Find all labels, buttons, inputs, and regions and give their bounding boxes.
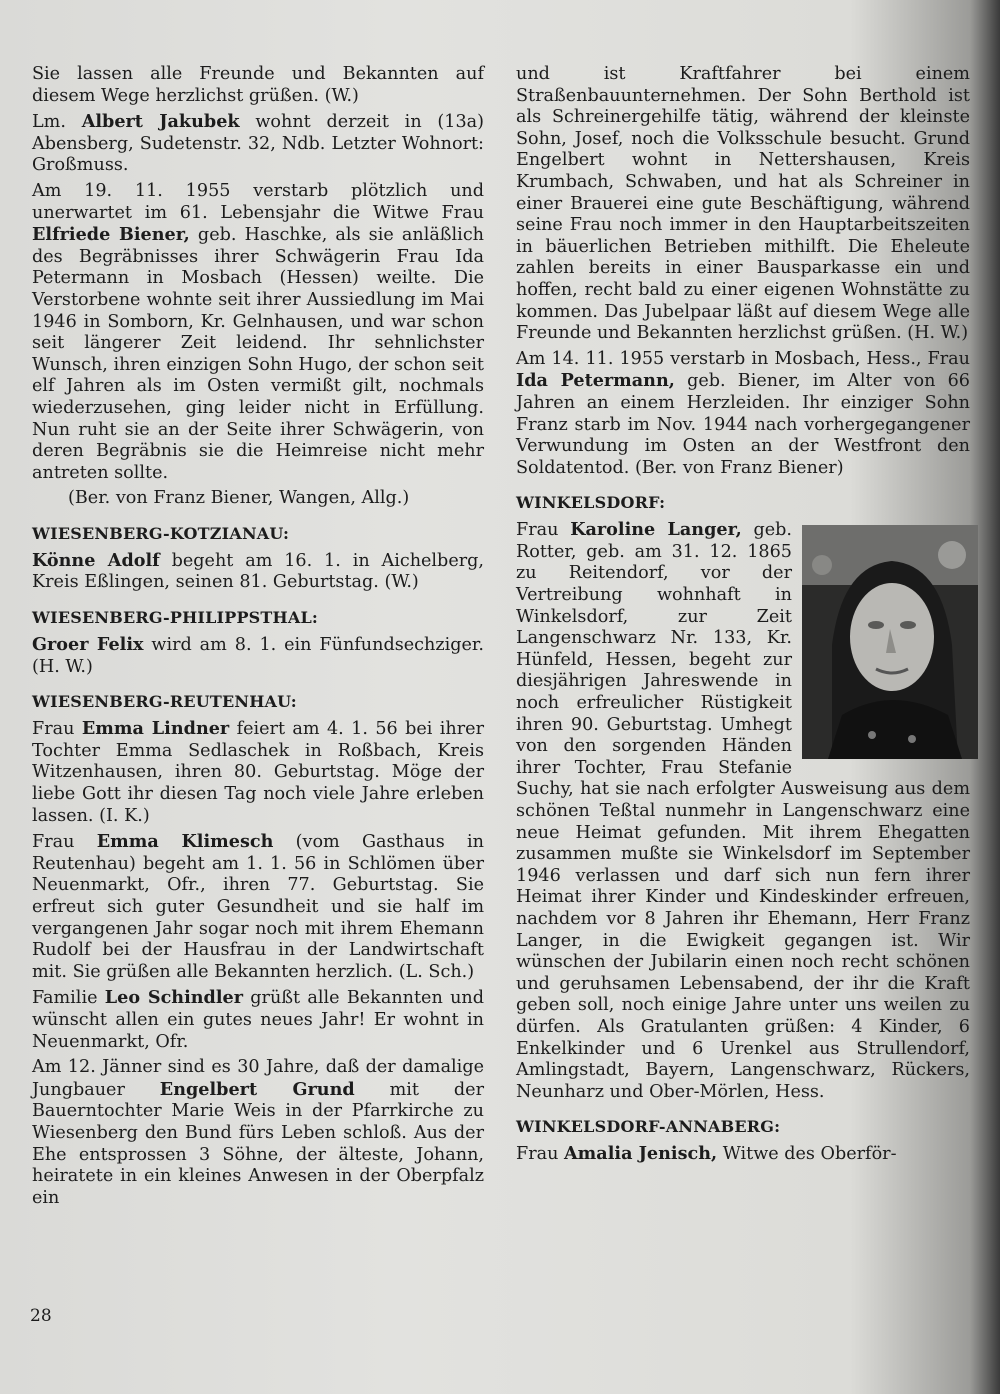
report-signature: (Ber. von Franz Biener, Wangen, Allg.) xyxy=(68,488,410,509)
section-heading: WIESENBERG-KOTZIANAU: xyxy=(32,523,290,543)
person-name: Elfriede Biener, xyxy=(32,224,190,246)
left-column xyxy=(32,64,484,1213)
person-name: Emma Lindner xyxy=(81,718,230,740)
paragraph: Frau Emma Lindner feiert am 4. 1. 56 bei ihrer Tochter Emma Sedlaschek in Roßbach, Kreis Witzenhausen, ihren 80. Geburtstag. Möge der liebe Gott ihr diesen Tag noch viele Jahre erleben lassen. (I. K.) xyxy=(32,718,484,826)
person-name: Amalia Jenisch, xyxy=(564,1143,718,1165)
person-name: Ida Petermann, xyxy=(516,370,675,392)
person-name: Könne Adolf xyxy=(32,549,160,571)
paragraph: Am 19. 11. 1955 verstarb plötzlich und unerwartet im 61. Lebensjahr die Witwe Frau Elfriede Biener, geb. Haschke, als sie anläßlich des Begräbnisses ihrer Schwägerin Frau Ida Petermann in Mosbach (Hessen) weilte. Die Verstorbene wohnte seit ihrer Aussiedlung im Mai 1946 in Somborn, Kr. Gelnhausen, und war schon seit längerer Zeit leidend. Ihr sehnlichster Wunsch, ihren einzigen Sohn Hugo, der schon seit elf Jahren als im Osten vermißt gilt, nochmals wiederzusehen, ging leider nicht in Erfüllung. Nun ruht sie an der Seite ihrer Schwägerin, von deren Begräbnis sie die Heimreise nicht mehr antreten sollte. xyxy=(32,180,484,483)
section-heading: WINKELSDORF: xyxy=(516,493,666,513)
paragraph: Groer Felix wird am 8. 1. ein Fünfundsechziger. (H. W.) xyxy=(32,634,484,677)
paragraph: und ist Kraftfahrer bei einem Straßenbauunternehmen. Der Sohn Berthold ist als Schreinergehilfe tätig, während der kleinste Sohn, Josef, noch die Volksschule besucht. Grund Engelbert wohnt in Nettershausen, Kreis Krumbach, Schwaben, und hat als Schreiner in einer Brauerei eine gute Beschäftigung, während seine Frau noch immer in den Hauptarbeitszeiten in bäuerlichen Betrieben mithilft. Die Eheleute zahlen bereits in einer Bausparkasse ein und hoffen, recht bald zu einer eigenen Wohnstätte zu kommen. Das Jubelpaar läßt auf diesem Wege alle Freunde und Bekannten herzlichst grüßen. (H. W.) xyxy=(516,64,970,344)
paragraph: Am 12. Jänner sind es 30 Jahre, daß der damalige Jungbauer Engelbert Grund mit der Bauerntochter Marie Weis in der Pfarrkirche zu Wiesenberg den Bund fürs Leben schloß. Aus der Ehe entsprossen 3 Söhne, der älteste, Johann, heiratete in ein kleines Anwesen in der Oberpfalz ein xyxy=(32,1057,484,1208)
paragraph: Frau Emma Klimesch (vom Gasthaus in Reutenhau) begeht am 1. 1. 56 in Schlömen über Neuenmarkt, Ofr., ihren 77. Geburtstag. Sie erfreut sich guter Gesundheit und sie half im vergangenen Jahr sogar noch mit ihrem Ehemann Rudolf bei der Hausfrau in der Landwirtschaft mit. Sie grüßen alle Bekannten herzlich. (L. Sch.) xyxy=(32,831,484,982)
paragraph: Frau Karoline Langer, geb. Rotter, geb. am 31. 12. 1865 zu Reitendorf, vor der Vertreibung wohnhaft in Winkelsdorf, zur Zeit Langenschwarz Nr. 133, Kr. Hünfeld, Hessen, begeht zur diesjährigen Jahreswende in noch erfreulicher Rüstigkeit ihren 90. Geburtstag. Umhegt von den sorgenden Händen ihrer Tochter, Frau Stefanie Suchy, hat sie nach erfolgter Ausweisung aus dem schönen Teßtal nunmehr in Langenschwarz eine neue Heimat gefunden. Mit ihrem Ehegatten zusammen mußte sie Winkelsdorf im September 1946 verlassen und darf sich nun fern ihrer Heimat ihrer Kinder und Kindeskinder erfreuen, nachdem vor 8 Jahren ihr Ehemann, Herr Franz Langer, in die Ewigkeit gegangen ist. Wir wünschen der Jubilarin einen noch recht schönen und geruhsamen Lebensabend, der ihr die Kraft geben soll, noch einige Jahre unter uns weilen zu dürfen. Als Gratulanten grüßen: 4 Kinder, 6 Enkelkinder und 6 Urenkel aus Strullendorf, Amlingstadt, Bayern, Langenschwarz, Rückers, Neunharz und Ober-Mörlen, Hess. xyxy=(516,519,970,1102)
person-name: Karoline Langer, xyxy=(570,519,742,541)
section-heading: WIESENBERG-PHILIPPSTHAL: xyxy=(32,608,319,628)
person-name: Emma Klimesch xyxy=(96,831,274,853)
person-name: Albert Jakubek xyxy=(81,111,240,133)
paragraph: Lm. Albert Jakubek wohnt derzeit in (13a) Abensberg, Sudetenstr. 32, Ndb. Letzter Wohnort: Großmuss. xyxy=(32,111,484,176)
paragraph: Frau Amalia Jenisch, Witwe des Oberför- xyxy=(516,1143,897,1165)
person-name: Engelbert Grund xyxy=(159,1078,355,1100)
portrait-photo-graphic xyxy=(802,525,978,759)
paragraph: Sie lassen alle Freunde und Bekannten auf diesem Wege herzlichst grüßen. (W.) xyxy=(32,64,484,106)
portrait-photo xyxy=(802,525,978,759)
right-column xyxy=(516,64,970,1170)
paragraph: Familie Leo Schindler grüßt alle Bekannten und wünscht allen ein gutes neues Jahr! Er wohnt in Neuenmarkt, Ofr. xyxy=(32,987,484,1052)
section-heading: WINKELSDORF-ANNABERG: xyxy=(516,1117,781,1137)
page-number: 28 xyxy=(30,1306,52,1326)
person-name: Groer Felix xyxy=(32,634,144,656)
person-name: Leo Schindler xyxy=(104,987,244,1009)
paragraph: Könne Adolf begeht am 16. 1. in Aichelberg, Kreis Eßlingen, seinen 81. Geburtstag. (W.) xyxy=(32,549,485,593)
paragraph: Am 14. 11. 1955 verstarb in Mosbach, Hess., Frau Ida Petermann, geb. Biener, im Alter von 66 Jahren an einem Herzleiden. Ihr einziger Sohn Franz starb im Nov. 1944 nach vorhergegangener Verwundung im Osten an der Westfront den Soldatentod. (Ber. von Franz Biener) xyxy=(516,348,970,478)
section-heading: WIESENBERG-REUTENHAU: xyxy=(32,692,297,712)
